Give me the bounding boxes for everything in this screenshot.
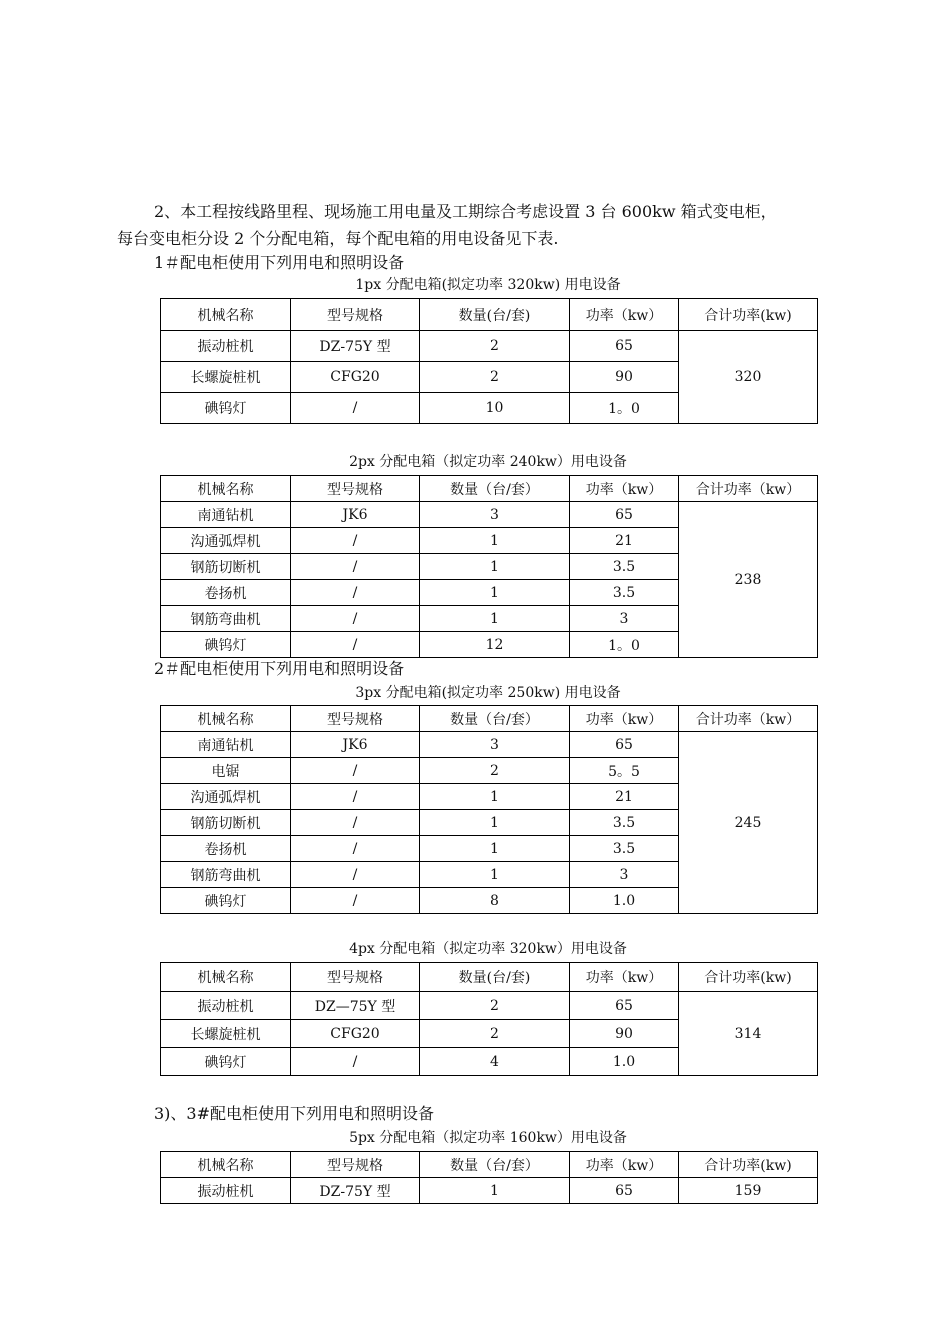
table-cell: 碘钨灯 <box>161 1048 291 1076</box>
table-cell: / <box>291 888 420 914</box>
header-cell: 机械名称 <box>161 476 291 502</box>
table-cell: 4 <box>420 1048 570 1076</box>
table-cell: 2 <box>420 331 570 362</box>
table-3-caption: 3px 分配电箱(拟定功率 250kw) 用电设备 <box>355 685 621 701</box>
table-cell: 8 <box>420 888 570 914</box>
header-cell: 合计功率（kw） <box>679 706 818 732</box>
table-cell: 12 <box>420 632 570 658</box>
table-cell: 碘钨灯 <box>161 632 291 658</box>
table-row <box>161 1178 818 1204</box>
cabinet-3-heading: 3)、3#配电柜使用下列用电和照明设备 <box>154 1104 435 1123</box>
table-cell: 2 <box>420 1020 570 1048</box>
table-cell: 1。0 <box>570 632 679 658</box>
header-cell: 型号规格 <box>291 476 420 502</box>
table-cell: / <box>291 632 420 658</box>
table-cell: CFG20 <box>291 1020 420 1048</box>
table-cell: 65 <box>570 331 679 362</box>
table-row <box>161 992 818 1020</box>
table-cell: / <box>291 1048 420 1076</box>
table-cell: 21 <box>570 784 679 810</box>
table-cell: 65 <box>570 1178 679 1204</box>
table-cell: / <box>291 784 420 810</box>
header-cell: 机械名称 <box>161 299 291 331</box>
cabinet-1-heading: 1＃配电柜使用下列用电和照明设备 <box>154 253 405 272</box>
table-cell: / <box>291 606 420 632</box>
table-cell: JK6 <box>291 732 420 758</box>
cabinet-2-heading: 2＃配电柜使用下列用电和照明设备 <box>154 659 405 678</box>
header-cell: 型号规格 <box>291 1152 420 1178</box>
header-cell: 机械名称 <box>161 963 291 992</box>
table-cell: 振动桩机 <box>161 331 291 362</box>
table-header-row <box>161 299 818 331</box>
table-header-row <box>161 706 818 732</box>
header-cell: 数量(台/套) <box>420 963 570 992</box>
table-cell: 1 <box>420 810 570 836</box>
table-cell: 卷扬机 <box>161 580 291 606</box>
table-cell: DZ—75Y 型 <box>291 992 420 1020</box>
header-cell: 功率（kw） <box>570 706 679 732</box>
table-cell: DZ-75Y 型 <box>291 331 420 362</box>
table-cell: 碘钨灯 <box>161 888 291 914</box>
table-row <box>161 732 818 758</box>
table-1 <box>160 298 818 424</box>
table-cell: 21 <box>570 528 679 554</box>
table-cell: 碘钨灯 <box>161 393 291 424</box>
header-cell: 合计功率(kw) <box>679 1152 818 1178</box>
table-header-row <box>161 476 818 502</box>
table-cell: 长螺旋桩机 <box>161 1020 291 1048</box>
table-cell: 1.0 <box>570 1048 679 1076</box>
intro-line-2: 每台变电柜分设 2 个分配电箱，每个配电箱的用电设备见下表. <box>117 229 559 248</box>
table-cell: 3 <box>570 862 679 888</box>
header-cell: 合计功率(kw) <box>679 963 818 992</box>
intro-line-1: 2、本工程按线路里程、现场施工用电量及工期综合考虑设置 3 台 600kw 箱式变电柜， <box>154 202 777 221</box>
table-cell: / <box>291 810 420 836</box>
header-cell: 功率（kw） <box>570 1152 679 1178</box>
table-cell: 1 <box>420 528 570 554</box>
table-cell: / <box>291 393 420 424</box>
table-5 <box>160 1151 818 1204</box>
total-power-cell: 314 <box>679 992 818 1076</box>
table-cell: 沟通弧焊机 <box>161 784 291 810</box>
header-cell: 机械名称 <box>161 1152 291 1178</box>
table-cell: 1 <box>420 836 570 862</box>
header-cell: 数量（台/套） <box>420 1152 570 1178</box>
table-4 <box>160 962 818 1076</box>
table-cell: 振动桩机 <box>161 1178 291 1204</box>
table-cell: 90 <box>570 1020 679 1048</box>
header-cell: 功率（kw） <box>570 476 679 502</box>
table-cell: 3 <box>570 606 679 632</box>
header-cell: 型号规格 <box>291 963 420 992</box>
table-cell: 电锯 <box>161 758 291 784</box>
table-cell: 65 <box>570 992 679 1020</box>
table-header-row <box>161 963 818 992</box>
header-cell: 合计功率(kw) <box>679 299 818 331</box>
table-cell: / <box>291 836 420 862</box>
table-cell: 2 <box>420 758 570 784</box>
table-cell: 钢筋弯曲机 <box>161 862 291 888</box>
table-cell: / <box>291 580 420 606</box>
table-cell: 2 <box>420 362 570 393</box>
table-cell: / <box>291 554 420 580</box>
table-cell: 南通钻机 <box>161 732 291 758</box>
table-cell: 1 <box>420 580 570 606</box>
table-2-caption: 2px 分配电箱（拟定功率 240kw）用电设备 <box>349 454 627 470</box>
table-cell: 3.5 <box>570 580 679 606</box>
table-cell: 65 <box>570 732 679 758</box>
table-3 <box>160 705 818 914</box>
table-cell: 5。5 <box>570 758 679 784</box>
table-cell: 10 <box>420 393 570 424</box>
table-cell: 3.5 <box>570 554 679 580</box>
table-cell: 1 <box>420 1178 570 1204</box>
table-row <box>161 502 818 528</box>
table-cell: 3.5 <box>570 836 679 862</box>
table-5-caption: 5px 分配电箱（拟定功率 160kw）用电设备 <box>349 1130 627 1146</box>
table-cell: / <box>291 862 420 888</box>
table-cell: 90 <box>570 362 679 393</box>
table-cell: 钢筋切断机 <box>161 554 291 580</box>
table-cell: 3 <box>420 732 570 758</box>
table-cell: 1.0 <box>570 888 679 914</box>
table-cell: / <box>291 528 420 554</box>
table-cell: 1 <box>420 554 570 580</box>
header-cell: 型号规格 <box>291 706 420 732</box>
table-cell: 卷扬机 <box>161 836 291 862</box>
table-1-caption: 1px 分配电箱(拟定功率 320kw) 用电设备 <box>355 277 621 293</box>
header-cell: 机械名称 <box>161 706 291 732</box>
table-row <box>161 331 818 362</box>
table-cell: CFG20 <box>291 362 420 393</box>
table-cell: DZ-75Y 型 <box>291 1178 420 1204</box>
total-power-cell: 238 <box>679 502 818 658</box>
header-cell: 功率（kw） <box>570 963 679 992</box>
table-cell: 长螺旋桩机 <box>161 362 291 393</box>
table-cell: 1 <box>420 862 570 888</box>
header-cell: 数量（台/套） <box>420 476 570 502</box>
header-cell: 数量(台/套) <box>420 299 570 331</box>
table-cell: 钢筋切断机 <box>161 810 291 836</box>
table-cell: 1。0 <box>570 393 679 424</box>
table-cell: 钢筋弯曲机 <box>161 606 291 632</box>
table-cell: 振动桩机 <box>161 992 291 1020</box>
table-cell: / <box>291 758 420 784</box>
header-cell: 数量（台/套） <box>420 706 570 732</box>
total-power-cell: 159 <box>679 1178 818 1204</box>
table-cell: 南通钻机 <box>161 502 291 528</box>
table-cell: 3 <box>420 502 570 528</box>
table-cell: JK6 <box>291 502 420 528</box>
header-cell: 合计功率（kw） <box>679 476 818 502</box>
table-4-caption: 4px 分配电箱（拟定功率 320kw）用电设备 <box>349 941 627 957</box>
table-cell: 3.5 <box>570 810 679 836</box>
table-cell: 65 <box>570 502 679 528</box>
table-header-row <box>161 1152 818 1178</box>
total-power-cell: 245 <box>679 732 818 914</box>
total-power-cell: 320 <box>679 331 818 424</box>
table-cell: 1 <box>420 606 570 632</box>
table-cell: 沟通弧焊机 <box>161 528 291 554</box>
header-cell: 型号规格 <box>291 299 420 331</box>
table-cell: 1 <box>420 784 570 810</box>
table-cell: 2 <box>420 992 570 1020</box>
header-cell: 功率（kw） <box>570 299 679 331</box>
table-2 <box>160 475 818 658</box>
